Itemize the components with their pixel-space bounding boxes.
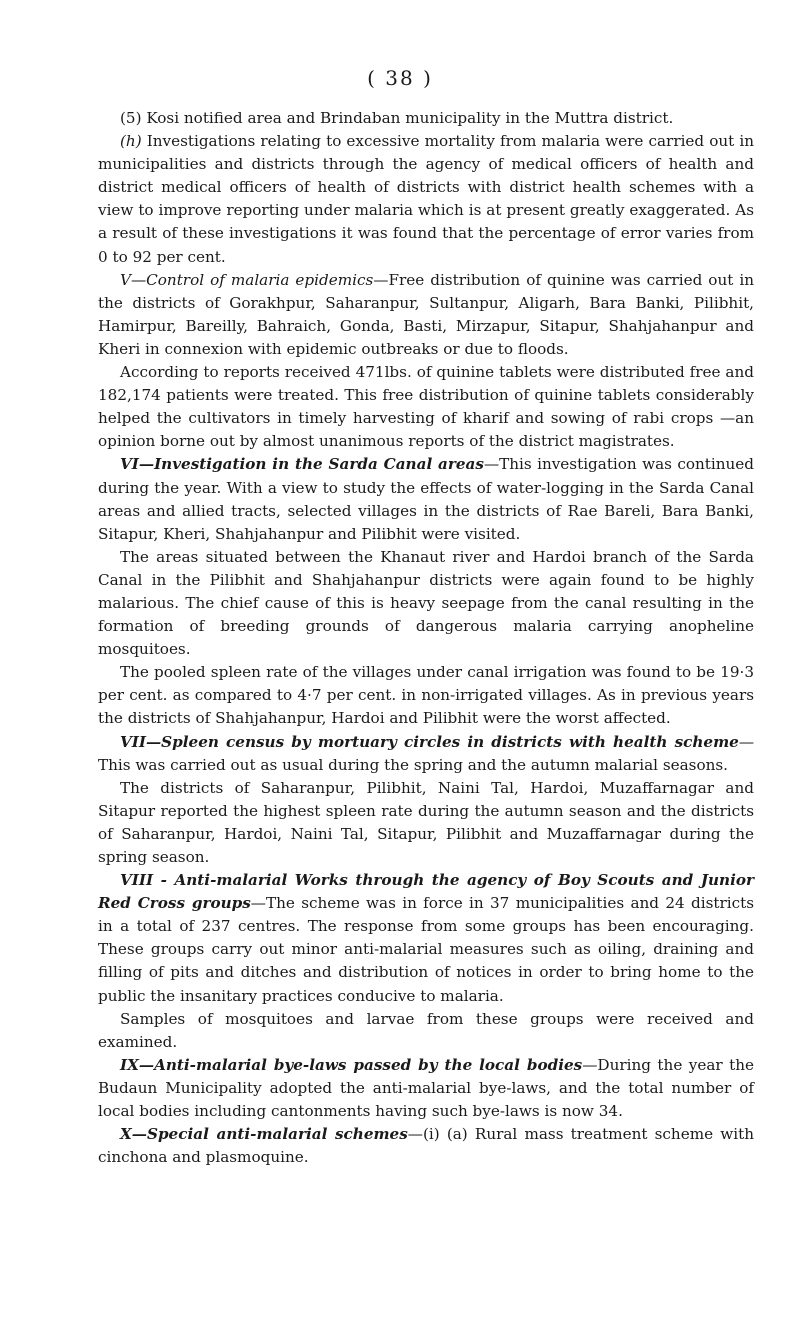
section-heading: VIII - Anti-malarial Works through the agency of Boy Scouts and Junior Red Cross groups (98, 871, 754, 913)
section-heading: X—Special anti-malarial schemes (120, 1125, 408, 1144)
paragraph-quinine-distribution (98, 361, 754, 453)
section-heading-control-of-malaria (98, 269, 754, 361)
section-heading-spleen-census (98, 731, 754, 777)
paragraph-text: —During the year the Budaun Municipality adopted the anti-malarial bye-laws, and the total number of local bodies including cantonments having such bye-laws is now 34. (98, 1055, 754, 1121)
paragraph-text: — This was carried out as usual during the spring and the autumn malarial seasons. (98, 732, 754, 774)
section-heading: IX—Anti-malarial bye-laws passed by the local bodies (120, 1055, 583, 1074)
paragraph-text: —Free distribution of quinine was carried out in the districts of Gorakhpur, Saharanpur, Sultanpur, Aligarh, Bara Banki, Pilibhit, Hamirpur, Bareilly, Bahraich, Gonda, Basti, Mirzapur, Sitapur, Shahjahanpur and Kheri in connexion with epidemic outbreaks or due to floods. (98, 270, 754, 358)
body-text (98, 107, 754, 1169)
paragraph-text: —(i) (a) Rural mass treatment scheme with cinchona and plasmoquine. (98, 1125, 754, 1167)
section-heading: VI—Investigation in the Sarda Canal areas (120, 455, 484, 474)
section-heading: V—Control of malaria epidemics (120, 270, 374, 289)
paragraph-text: (5) Kosi notified area and Brindaban municipality in the Muttra district. (120, 109, 674, 127)
paragraph-text: The areas situated between the Khanaut river and Hardoi branch of the Sarda Canal in the Pilibhit and Shahjahanpur districts were again found to be highly malarious. The chief cause of this is heavy seepage from the canal resulting in the formation of breeding grounds of dangerous malaria carrying anopheline mosquitoes. (98, 547, 754, 659)
paragraph-investigations-mortality (98, 130, 754, 269)
paragraph-highest-spleen-rate (98, 777, 754, 869)
paragraph-text: —This investigation was continued during the year. With a view to study the effects of water-logging in the Sarda Canal areas and allied tracts, selected villages in the districts of Rae Bareli, Bara Banki, Sitapur, Kheri, Shahjahanpur and Pilibhit were visited. (98, 455, 754, 543)
section-heading-special-schemes (98, 1123, 754, 1169)
paragraph-khanaut-river (98, 546, 754, 661)
section-heading-sarda-canal (98, 453, 754, 545)
paragraph-kosi-notified-area (98, 107, 754, 130)
paragraph-spleen-rate (98, 661, 754, 730)
paragraph-lead: (h) (120, 132, 142, 151)
paragraph-mosquito-samples (98, 1008, 754, 1054)
paragraph-text: According to reports received 471lbs. of quinine tablets were distributed free and 182,174 patients were treated. This free distribution of quinine tablets considerably helped the cultivators in timely harvesting of kharif and sowing of rabi crops —an opinion borne out by almost unanimous reports of the district magistrates. (98, 363, 754, 451)
section-heading-boy-scouts (98, 869, 754, 1008)
paragraph-text: Samples of mosquitoes and larvae from these groups were received and examined. (98, 1009, 754, 1051)
section-heading-bye-laws (98, 1054, 754, 1123)
paragraph-text: The districts of Saharanpur, Pilibhit, Naini Tal, Hardoi, Muzaffarnagar and Sitapur reported the highest spleen rate during the autumn season and the districts of Saharanpur, Hardoi, Naini Tal, Sitapur, Pilibhit and Muzaffarnagar during the spring season. (98, 778, 754, 866)
section-heading: VII—Spleen census by mortuary circles in districts with health scheme (120, 732, 739, 751)
paragraph-text: —The scheme was in force in 37 municipalities and 24 districts in a total of 237 centres. The response from some groups has been encouraging. These groups carry out minor anti-malarial measures such as oiling, draining and filling of pits and ditches and distribution of notices in order to bring home to the public the insanitary practices conducive to malaria. (98, 894, 755, 1005)
paragraph-text: Investigations relating to excessive mortality from malaria were carried out in municipalities and districts through the agency of medical officers of health and district medical officers of health of districts with district health schemes with a view to improve reporting under malaria which is at present greatly exaggerated. As a result of these investigations it was found that the percentage of error varies from 0 to 92 per cent. (98, 132, 754, 266)
page-number: ( 38 ) (367, 66, 433, 90)
paragraph-text: The pooled spleen rate of the villages under canal irrigation was found to be 19·3 per cent. as compared to 4·7 per cent. in non-irrigated villages. As in previous years the districts of Shahjahanpur, Hardoi and Pilibhit were the worst affected. (98, 663, 754, 728)
